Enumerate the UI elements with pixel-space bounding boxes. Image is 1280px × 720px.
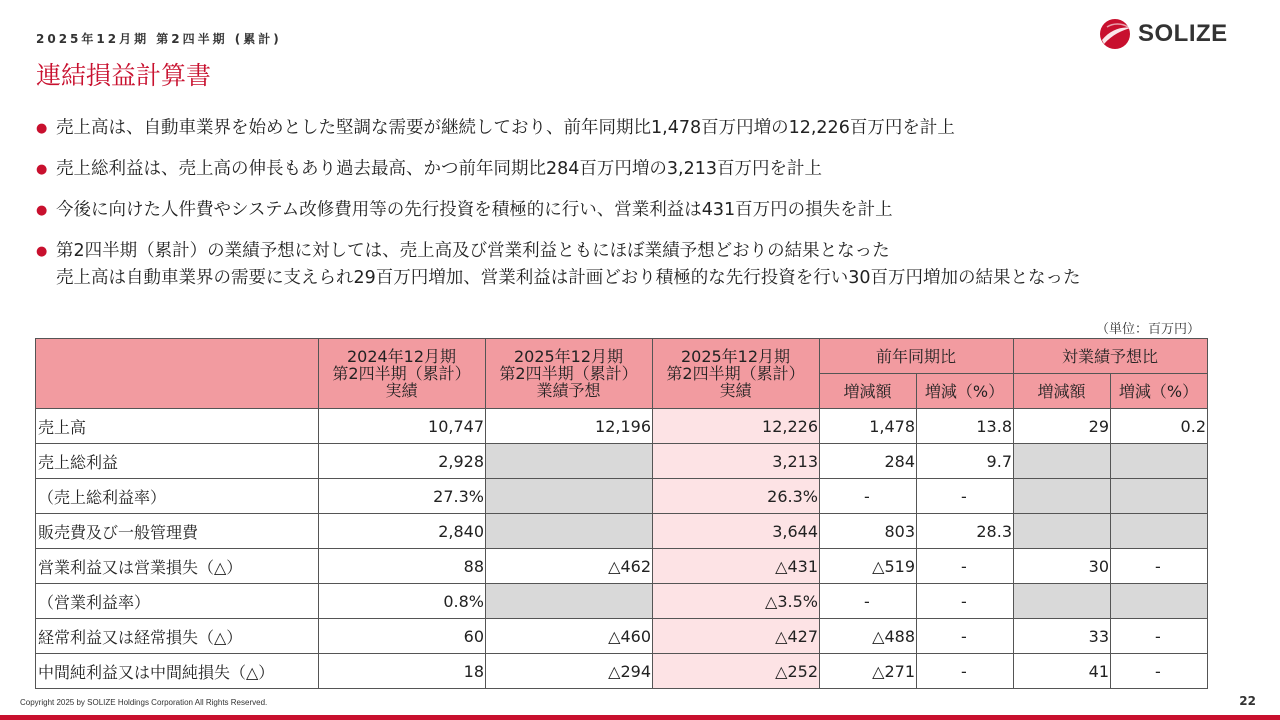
cell-yoy-pct: - (917, 549, 1014, 584)
page-title: 連結損益計算書 (36, 61, 212, 90)
cell-actual: △252 (653, 654, 820, 689)
cell-fc-amount-empty (1014, 479, 1111, 514)
row-label: （売上総利益率） (36, 479, 319, 514)
table-row (36, 409, 1208, 444)
bullet-item (36, 238, 1236, 292)
cell-yoy-amount: - (820, 584, 917, 619)
cell-yoy-amount: 803 (820, 514, 917, 549)
cell-fc-amount: 33 (1014, 619, 1111, 654)
cell-forecast: △460 (486, 619, 653, 654)
table-row (36, 619, 1208, 654)
cell-prev: 27.3% (319, 479, 486, 514)
row-label: 経常利益又は経常損失（△） (36, 619, 319, 654)
table-row (36, 479, 1208, 514)
table-row (36, 444, 1208, 479)
cell-fc-pct-empty (1111, 514, 1208, 549)
cell-prev: 60 (319, 619, 486, 654)
cell-fc-pct: - (1111, 549, 1208, 584)
cell-forecast: △294 (486, 654, 653, 689)
cell-yoy-amount: - (820, 479, 917, 514)
header-yoy-pct: 増減（%） (917, 374, 1014, 409)
cell-actual: △427 (653, 619, 820, 654)
bullet-item (36, 156, 1236, 183)
cell-forecast-empty (486, 514, 653, 549)
income-statement-table (35, 338, 1208, 689)
cell-forecast-empty (486, 479, 653, 514)
bullet-text: 今後に向けた人件費やシステム改修費用等の先行投資を積極的に行い、営業利益は431百万円の損失を計上 (56, 200, 893, 220)
cell-yoy-pct: - (917, 479, 1014, 514)
header-yoy-amount: 増減額 (820, 374, 917, 409)
cell-yoy-pct: - (917, 584, 1014, 619)
cell-fc-amount: 29 (1014, 409, 1111, 444)
cell-yoy-pct: 28.3 (917, 514, 1014, 549)
header-yoy: 前年同期比 (820, 339, 1014, 374)
cell-prev: 0.8% (319, 584, 486, 619)
cell-fc-amount-empty (1014, 444, 1111, 479)
cell-actual: 3,644 (653, 514, 820, 549)
cell-yoy-amount: △488 (820, 619, 917, 654)
table-row (36, 584, 1208, 619)
cell-yoy-amount: 284 (820, 444, 917, 479)
cell-fc-pct-empty (1111, 444, 1208, 479)
cell-prev: 2,928 (319, 444, 486, 479)
bullet-text: 売上高は、自動車業界を始めとした堅調な需要が継続しており、前年同期比1,478百万円増の12,226百万円を計上 (56, 118, 955, 138)
table-row (36, 514, 1208, 549)
cell-prev: 2,840 (319, 514, 486, 549)
header-prev-actual: 2024年12月期 第2四半期（累計） 実績 (319, 339, 486, 409)
solize-logo-icon (1098, 18, 1132, 50)
cell-yoy-pct: - (917, 619, 1014, 654)
table-row (36, 654, 1208, 689)
bullet-dot-icon: ● (36, 244, 48, 259)
cell-forecast-empty (486, 444, 653, 479)
table-row (36, 549, 1208, 584)
cell-yoy-pct: - (917, 654, 1014, 689)
unit-note: （単位：百万円） (1095, 322, 1200, 337)
cell-forecast: △462 (486, 549, 653, 584)
cell-actual: 3,213 (653, 444, 820, 479)
cell-forecast: 12,196 (486, 409, 653, 444)
cell-fc-amount-empty (1014, 514, 1111, 549)
header-vs-forecast: 対業績予想比 (1014, 339, 1208, 374)
cell-yoy-amount: △519 (820, 549, 917, 584)
cell-actual: △431 (653, 549, 820, 584)
cell-fc-pct: - (1111, 619, 1208, 654)
cell-forecast-empty (486, 584, 653, 619)
cell-yoy-amount: △271 (820, 654, 917, 689)
bullet-dot-icon: ● (36, 203, 48, 218)
row-label: 売上高 (36, 409, 319, 444)
cell-actual: △3.5% (653, 584, 820, 619)
bullet-item (36, 115, 1236, 142)
cell-fc-amount: 41 (1014, 654, 1111, 689)
row-label: 営業利益又は営業損失（△） (36, 549, 319, 584)
header-current-actual: 2025年12月期 第2四半期（累計） 実績 (653, 339, 820, 409)
header-fc-pct: 増減（%） (1111, 374, 1208, 409)
row-label: 中間純利益又は中間純損失（△） (36, 654, 319, 689)
row-label: 売上総利益 (36, 444, 319, 479)
cell-fc-amount-empty (1014, 584, 1111, 619)
bullet-item (36, 197, 1236, 224)
cell-yoy-pct: 9.7 (917, 444, 1014, 479)
row-label: （営業利益率） (36, 584, 319, 619)
header-forecast: 2025年12月期 第2四半期（累計） 業績予想 (486, 339, 653, 409)
cell-actual: 12,226 (653, 409, 820, 444)
row-label: 販売費及び一般管理費 (36, 514, 319, 549)
cell-fc-pct: 0.2 (1111, 409, 1208, 444)
cell-fc-pct: - (1111, 654, 1208, 689)
copyright-text: Copyright 2025 by SOLIZE Holdings Corporation All Rights Reserved. (20, 698, 268, 707)
cell-yoy-pct: 13.8 (917, 409, 1014, 444)
bullet-dot-icon: ● (36, 121, 48, 136)
logo-text: SOLIZE (1138, 20, 1228, 47)
cell-prev: 10,747 (319, 409, 486, 444)
company-logo (1098, 18, 1228, 50)
cell-fc-pct-empty (1111, 479, 1208, 514)
bullet-dot-icon: ● (36, 162, 48, 177)
page-number: 22 (1239, 694, 1256, 708)
cell-prev: 18 (319, 654, 486, 689)
cell-fc-amount: 30 (1014, 549, 1111, 584)
bullet-list (36, 115, 1236, 306)
period-label: 2025年12月期 第2四半期 (累計) (36, 32, 282, 46)
cell-yoy-amount: 1,478 (820, 409, 917, 444)
header-fc-amount: 増減額 (1014, 374, 1111, 409)
cell-fc-pct-empty (1111, 584, 1208, 619)
bullet-text: 第2四半期（累計）の業績予想に対しては、売上高及び営業利益ともにほぼ業績予想どおりの結果となった 売上高は自動車業界の需要に支えられ29百万円増加、営業利益は計画どおり積極的な先行投資を行い30百万円増加の結果となった (56, 241, 1081, 288)
footer-accent-bar (0, 715, 1280, 720)
header-blank-cell (36, 339, 319, 409)
bullet-text: 売上総利益は、売上高の伸長もあり過去最高、かつ前年同期比284百万円増の3,213百万円を計上 (56, 159, 822, 179)
cell-actual: 26.3% (653, 479, 820, 514)
cell-prev: 88 (319, 549, 486, 584)
